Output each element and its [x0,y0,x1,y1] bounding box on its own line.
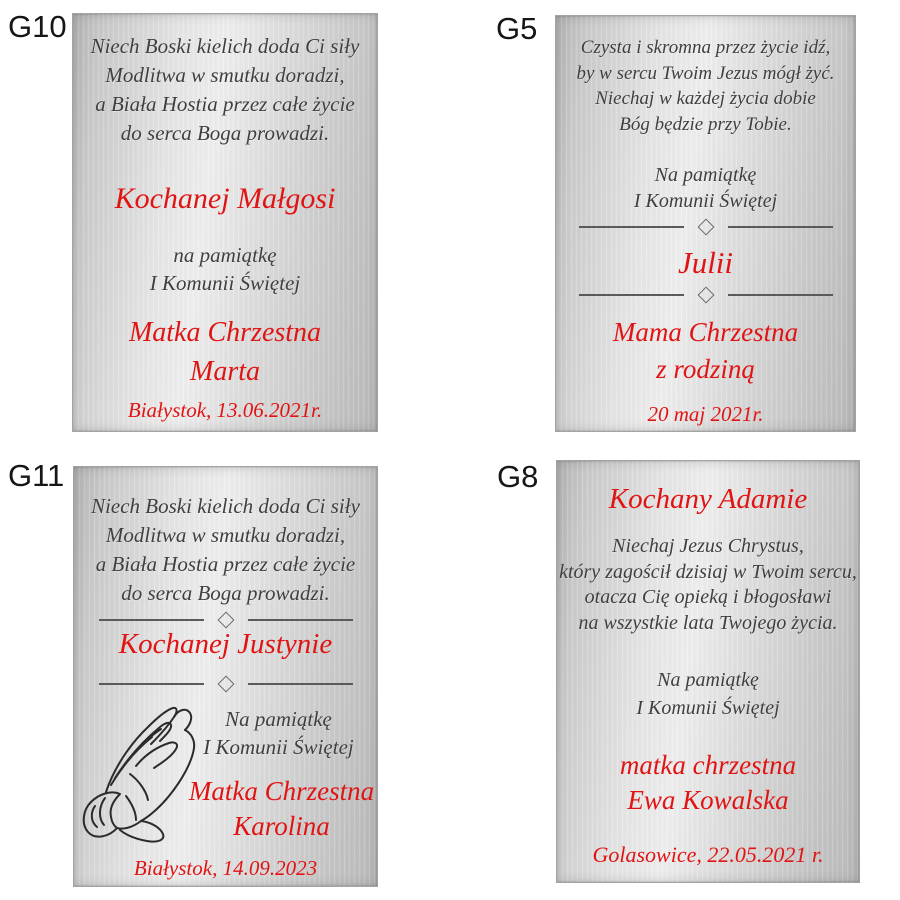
dedication-name: Kochany Adamie [608,483,808,515]
ornament-divider [74,678,377,690]
divider-rule [579,294,684,296]
verse-text [74,492,377,608]
verse-line: by w sercu Twoim Jezus mógł żyć. [576,62,835,84]
verse-line: Czysta i skromna przez życie idź, [580,37,831,58]
ornament-divider [556,289,855,301]
giver-line: z rodziną [656,354,755,384]
divider-rule [248,619,353,621]
occasion-line: I Komunii Świętej [149,271,301,295]
plaque-g10[interactable] [72,13,378,432]
giver-line: Karolina [233,811,330,841]
verse-line: do serca Boga prowadzi. [120,121,330,145]
occasion-line: I Komunii Świętej [636,697,780,719]
giver-line: Mama Chrzestna [612,317,799,347]
giver-line: Matka Chrzestna [188,776,375,806]
giver-line: Matka Chrzestna [128,317,322,348]
plaque-code-label-g5: G5 [496,11,538,46]
verse-line: a Biała Hostia przez całe życie [95,552,356,576]
occasion-line: Na pamiątkę [225,707,332,731]
divider-rule [99,683,204,685]
plaque-g5[interactable] [555,15,856,432]
giver-line: Marta [190,356,260,387]
ornament-divider [556,221,855,233]
verse-line: do serca Boga prowadzi. [121,581,330,605]
place-date-line: 20 maj 2021r. [647,402,764,426]
diamond-icon [697,219,714,236]
occasion-line: na pamiątkę [173,243,277,267]
ornament-divider [74,614,377,626]
occasion-line: I Komunii Świętej [203,735,354,759]
occasion-line: Na pamiątkę [654,164,757,186]
verse-line: który zagościł dzisiaj w Twoim sercu, [559,560,857,583]
verse-line: Niech Boski kielich doda Ci siły [91,494,360,518]
divider-rule [728,294,833,296]
verse-line: Modlitwa w smutku doradzi, [105,63,345,87]
dedication-name: Julii [677,245,734,280]
plaque-code-label-g8: G8 [497,459,539,494]
dedication-name: Kochanej Justynie [118,628,333,660]
plaque-code-label-g10: G10 [8,9,67,44]
plaque-code-label-g11: G11 [8,458,65,493]
verse-line: Niechaj w każdej życia dobie [595,88,816,109]
verse-line: Niech Boski kielich doda Ci siły [90,34,360,58]
divider-rule [579,226,684,228]
verse-line: Modlitwa w smutku doradzi, [105,523,346,547]
verse-line: otacza Cię opieką i błogosławi [584,586,832,608]
place-date-line: Golasowice, 22.05.2021 r. [592,842,824,867]
diamond-icon [697,287,714,304]
plaque-g11[interactable] [73,466,378,887]
verse-line: a Biała Hostia przez całe życie [95,92,355,116]
verse-text [557,534,859,636]
occasion-line: I Komunii Świętej [633,190,778,212]
giver-line: matka chrzestna [619,750,797,780]
dedication-name: Kochanej Małgosi [114,182,336,215]
diamond-icon [217,612,234,629]
divider-rule [99,619,204,621]
place-date-line: Białystok, 14.09.2023 [133,856,318,880]
giver-line: Ewa Kowalska [627,785,789,815]
occasion-line: Na pamiątkę [657,669,759,691]
verse-line: na wszystkie lata Twojego życia. [578,611,838,634]
verse-line: Bóg będzie przy Tobie. [619,113,792,135]
diamond-icon [217,676,234,693]
verse-line: Niechaj Jezus Chrystus, [612,535,804,557]
verse-text [73,32,377,148]
divider-rule [248,683,353,685]
verse-text [556,35,855,137]
divider-rule [728,226,833,228]
plaque-g8[interactable] [556,460,860,883]
place-date-line: Białystok, 13.06.2021r. [127,398,323,422]
